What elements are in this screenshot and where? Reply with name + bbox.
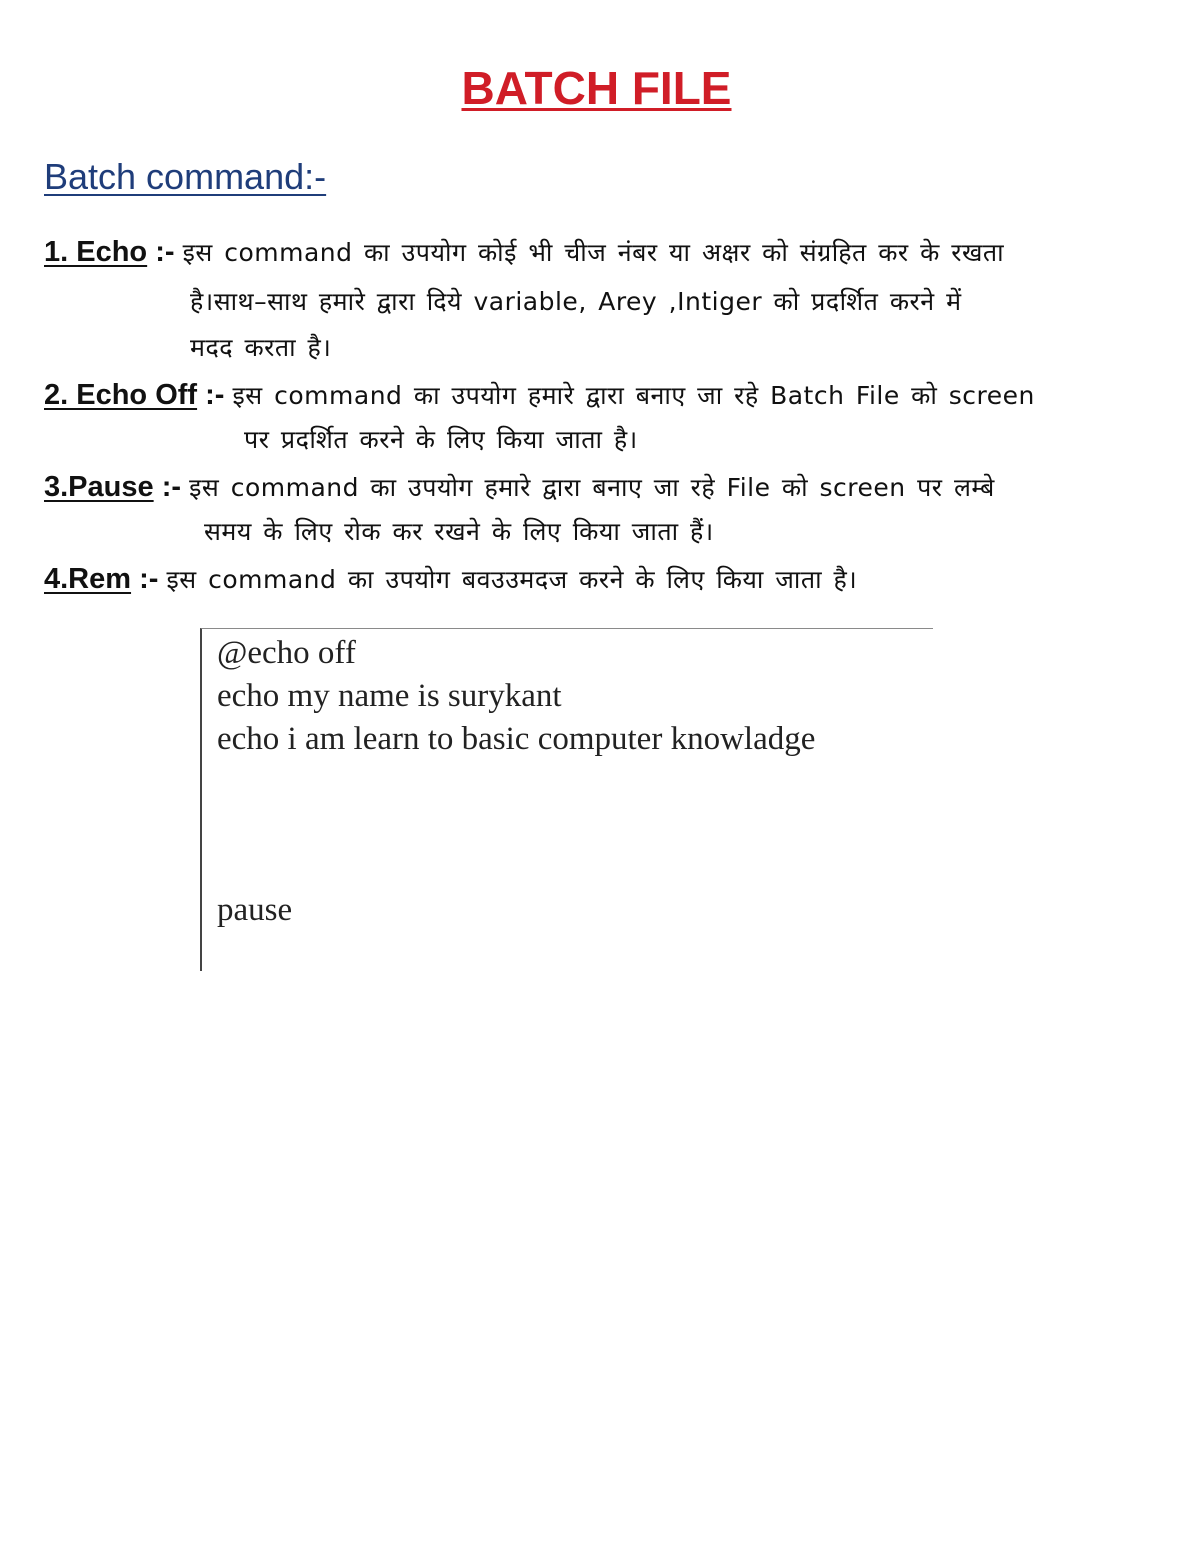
- command-separator: :-: [131, 563, 167, 595]
- title-text: BATCH FILE: [461, 62, 732, 114]
- command-description: इस command का उपयोग बवउउमदज करने के लिए किया जाता है।: [166, 565, 858, 594]
- rem-entry: [44, 559, 857, 600]
- code-line: pause: [217, 892, 293, 928]
- echo-description-line-3: मदद करता है।: [190, 333, 332, 362]
- echo-off-entry: [44, 375, 1035, 416]
- command-description: इस command का उपयोग कोई भी चीज नंबर या अक्षर को संग्रहित कर के रखता: [182, 238, 1005, 267]
- code-line: echo my name is surykant: [217, 678, 562, 714]
- echo-entry: [44, 232, 1004, 273]
- command-description: इस command का उपयोग हमारे द्वारा बनाए जा रहे File को screen पर लम्बे: [189, 473, 995, 502]
- code-line: @echo off: [217, 635, 356, 671]
- page-title: [0, 58, 1193, 118]
- command-separator: :-: [197, 379, 233, 411]
- pause-entry: [44, 467, 995, 508]
- command-label-pause: 3.Pause: [44, 471, 154, 503]
- command-label-echo-off: 2. Echo Off: [44, 379, 198, 411]
- command-label-rem: 4.Rem: [44, 563, 132, 595]
- code-sample-box: [200, 628, 933, 971]
- command-label-echo: 1. Echo: [44, 236, 148, 268]
- section-heading: Batch command:-: [44, 156, 327, 197]
- echo-off-description-line-2: पर प्रदर्शित करने के लिए किया जाता है।: [244, 425, 638, 454]
- echo-description-line-2: है।साथ–साथ हमारे द्वारा दिये variable, Arey ,Intiger को प्रदर्शित करने में: [190, 287, 962, 316]
- command-separator: :-: [147, 236, 183, 268]
- code-line: echo i am learn to basic computer knowladge: [217, 721, 816, 757]
- command-separator: :-: [153, 471, 190, 503]
- command-description: इस command का उपयोग हमारे द्वारा बनाए जा रहे Batch File को screen: [232, 381, 1035, 410]
- pause-description-line-2: समय के लिए रोक कर रखने के लिए किया जाता हैं।: [204, 517, 714, 546]
